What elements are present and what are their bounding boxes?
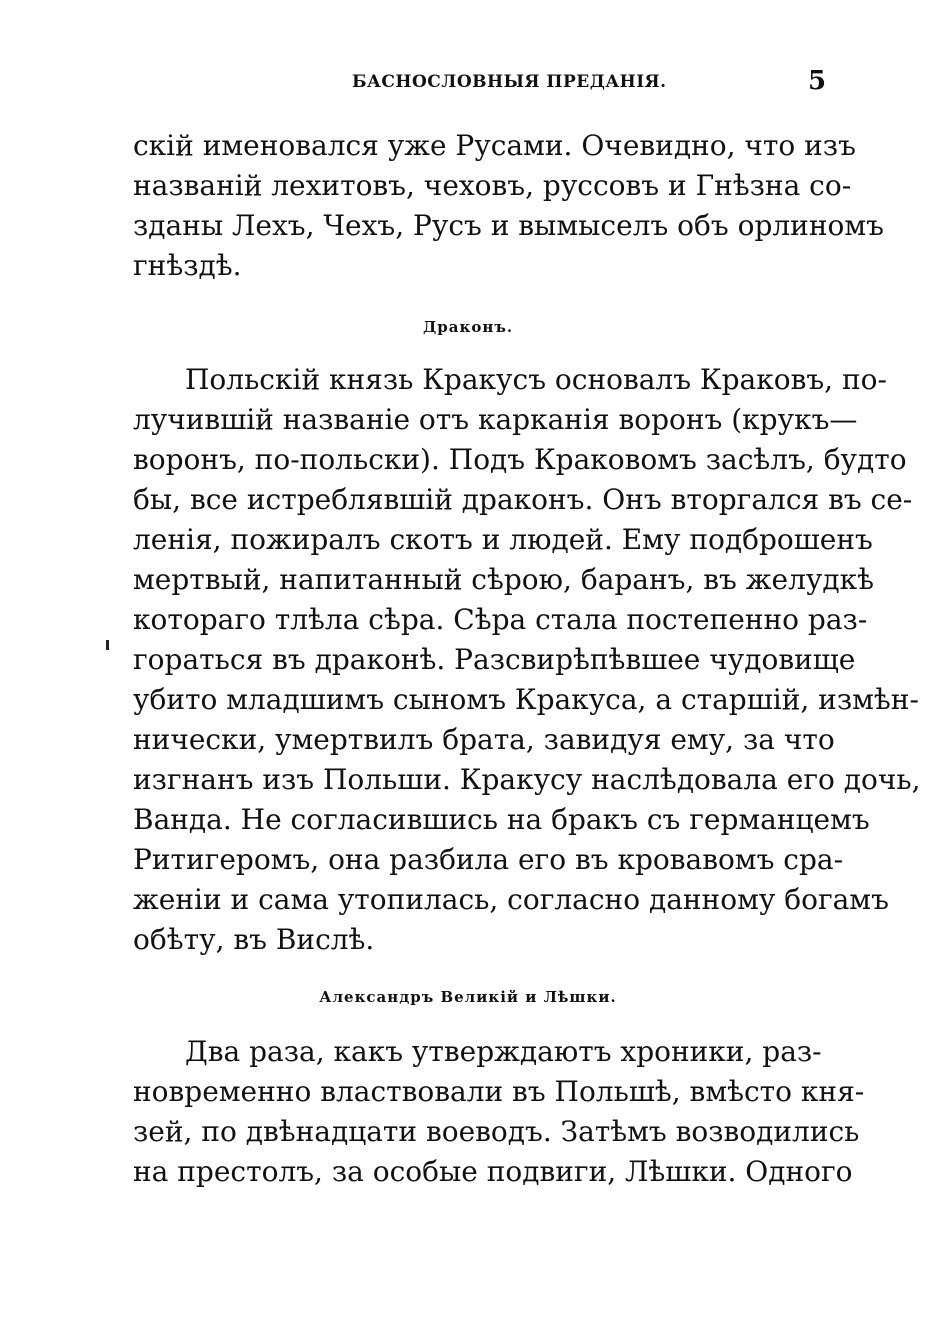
running-title: БАСНОСЛОВНЫЯ ПРЕДАНІЯ. bbox=[352, 72, 667, 92]
text-line: зданы Лехъ, Чехъ, Русъ и вымыселъ объ орлиномъ bbox=[133, 209, 884, 242]
section-heading-alexander: Александръ Великій и Лѣшки. bbox=[319, 988, 617, 1006]
intro-paragraph bbox=[133, 126, 884, 286]
dragon-paragraph bbox=[133, 360, 921, 960]
text-line: изгнанъ изъ Польши. Кракусу наслѣдовала его дочь, bbox=[133, 763, 921, 796]
alexander-paragraph bbox=[133, 1032, 865, 1192]
text-line: воронъ, по-польски). Подъ Краковомъ засѣлъ, будто bbox=[133, 443, 907, 476]
section-heading-dragon: Драконъ. bbox=[422, 318, 514, 336]
text-line: Два раза, какъ утверждаютъ хроники, раз- bbox=[185, 1035, 822, 1068]
text-line: котораго тлѣла сѣра. Сѣра стала постепенно раз- bbox=[133, 603, 868, 636]
text-line: бы, все истреблявшій драконъ. Онъ вторгался въ се- bbox=[133, 483, 913, 516]
stray-ink-mark bbox=[106, 640, 109, 650]
text-line: убито младшимъ сыномъ Кракуса, а старшій, измѣн- bbox=[133, 683, 919, 716]
text-line: на престолъ, за особые подвиги, Лѣшки. Одного bbox=[133, 1155, 853, 1188]
text-line: гнѣздѣ. bbox=[133, 249, 242, 282]
text-line: лучившій названіе отъ карканія воронъ (крукъ— bbox=[133, 403, 858, 436]
text-line: нически, умертвилъ брата, завидуя ему, за что bbox=[133, 723, 835, 756]
text-line: обѣту, въ Вислѣ. bbox=[133, 923, 375, 956]
text-line: зей, по двѣнадцати воеводъ. Затѣмъ возводились bbox=[133, 1115, 860, 1148]
page-number: 5 bbox=[808, 66, 827, 96]
text-line: названій лехитовъ, чеховъ, руссовъ и Гнѣзна со- bbox=[133, 169, 852, 202]
text-line: Ванда. Не согласившись на бракъ съ германцемъ bbox=[133, 803, 870, 836]
text-line: новременно властвовали въ Польшѣ, вмѣсто кня- bbox=[133, 1075, 865, 1108]
text-line: Польскій князь Кракусъ основалъ Краковъ, по- bbox=[185, 363, 887, 396]
text-line: женіи и сама утопилась, согласно данному богамъ bbox=[133, 883, 889, 916]
text-line: Ритигеромъ, она разбила его въ кровавомъ сра- bbox=[133, 843, 844, 876]
text-line: гораться въ драконѣ. Разсвирѣпѣвшее чудовище bbox=[133, 643, 856, 676]
text-line: мертвый, напитанный сѣрою, баранъ, въ желудкѣ bbox=[133, 563, 874, 596]
text-line: скій именовался уже Русами. Очевидно, что изъ bbox=[133, 129, 856, 162]
text-line: ленія, пожиралъ скотъ и людей. Ему подброшенъ bbox=[133, 523, 873, 556]
